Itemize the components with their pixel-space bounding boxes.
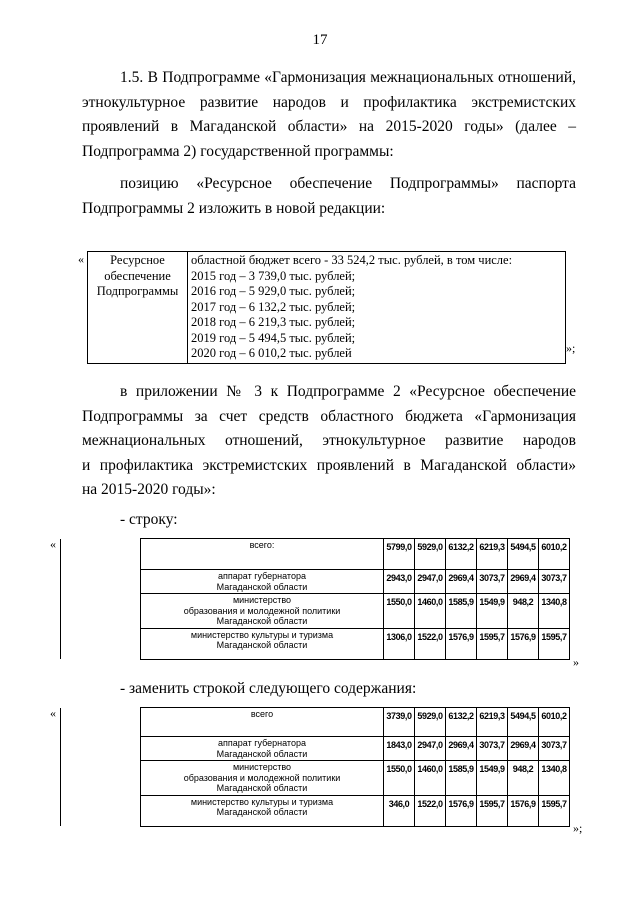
value-cell: 6132,2 bbox=[446, 539, 477, 570]
value-cell: 5799,0 bbox=[384, 539, 415, 570]
text-line: позицию «Ресурсное обеспечение Подпрограммы» паспорта bbox=[120, 175, 576, 192]
resource-label-cell bbox=[88, 252, 188, 364]
value-cell: 1576,9 bbox=[446, 628, 477, 659]
value-cell: 1595,7 bbox=[477, 628, 508, 659]
value-cell: 3073,7 bbox=[539, 737, 570, 761]
value-cell: 6219,3 bbox=[477, 708, 508, 737]
value-cell: 3073,7 bbox=[477, 737, 508, 761]
open-quote: « bbox=[50, 537, 56, 551]
resource-line: 2019 год – 5 494,5 тыс. рублей; bbox=[191, 330, 356, 345]
value-cell: 6010,2 bbox=[539, 708, 570, 737]
value-cell: 2947,0 bbox=[415, 737, 446, 761]
value-cell: 3073,7 bbox=[477, 570, 508, 594]
table-row bbox=[61, 708, 570, 737]
blank-cell bbox=[61, 708, 141, 827]
position-paragraph bbox=[82, 172, 576, 221]
value-cell: 1843,0 bbox=[384, 737, 415, 761]
row-label-cell bbox=[141, 795, 384, 826]
value-cell: 5929,0 bbox=[415, 539, 446, 570]
cell-line: Магаданской области bbox=[216, 616, 308, 626]
cell-line: министерство bbox=[232, 762, 292, 772]
value-cell: 2969,4 bbox=[446, 570, 477, 594]
page-number: 17 bbox=[312, 32, 328, 48]
text-line: Подпрограмма 2) государственной программы: bbox=[82, 142, 394, 160]
label-line: обеспечение bbox=[104, 268, 171, 283]
resource-line: 2020 год – 6 010,2 тыс. рублей bbox=[191, 346, 352, 360]
value-cell: 1576,9 bbox=[508, 795, 539, 826]
budget-table-new bbox=[60, 707, 570, 827]
resource-line: областной бюджет всего - 33 524,2 тыс. рублей, в том числе: bbox=[191, 253, 513, 267]
value-cell: 1585,9 bbox=[446, 594, 477, 629]
resource-line: 2016 год – 5 929,0 тыс. рублей; bbox=[191, 284, 356, 298]
cell-line: Магаданской области bbox=[216, 581, 308, 592]
row-label: - строку: bbox=[120, 511, 178, 528]
resource-line: 2018 год – 6 219,3 тыс. рублей; bbox=[191, 315, 356, 329]
value-cell: 1460,0 bbox=[415, 761, 446, 796]
cell-line: аппарат губернатора bbox=[218, 738, 306, 748]
value-cell: 1585,9 bbox=[446, 761, 477, 796]
row-label-cell bbox=[141, 539, 384, 570]
section-paragraph bbox=[82, 66, 576, 164]
value-cell: 1460,0 bbox=[415, 594, 446, 629]
row-label-cell bbox=[141, 570, 384, 594]
text-line: межнациональных отношений, этнокультурное развитие народов bbox=[82, 432, 576, 449]
table-row bbox=[61, 539, 570, 570]
cell-line: всего bbox=[250, 709, 274, 719]
text-line: проявлений в Магаданской области» на 2015-2020 годы» (далее – bbox=[82, 118, 576, 135]
value-cell: 5494,5 bbox=[508, 539, 539, 570]
cell-line: образования и молодежной политики bbox=[183, 605, 341, 616]
value-cell: 346,0 bbox=[384, 795, 415, 826]
budget-table-old bbox=[60, 538, 570, 660]
value-cell: 1595,7 bbox=[539, 628, 570, 659]
value-cell: 2943,0 bbox=[384, 570, 415, 594]
cell-line: министерство культуры и туризма bbox=[190, 629, 334, 640]
cell-line: министерство bbox=[232, 595, 292, 605]
value-cell: 1522,0 bbox=[415, 795, 446, 826]
value-cell: 1550,0 bbox=[384, 761, 415, 796]
row-label-cell bbox=[141, 737, 384, 761]
open-quote: « bbox=[50, 706, 56, 720]
value-cell: 6132,2 bbox=[446, 708, 477, 737]
value-cell: 6219,3 bbox=[477, 539, 508, 570]
value-cell: 1549,9 bbox=[477, 594, 508, 629]
cell-line: Магаданской области bbox=[216, 640, 308, 650]
open-quote: « bbox=[78, 252, 84, 266]
resource-value-cell bbox=[188, 252, 566, 364]
blank-cell bbox=[61, 539, 141, 660]
value-cell: 1522,0 bbox=[415, 628, 446, 659]
value-cell: 1340,8 bbox=[539, 761, 570, 796]
value-cell: 2969,4 bbox=[446, 737, 477, 761]
text-line: и профилактика экстремистских проявлений в Магаданской области» bbox=[82, 456, 576, 474]
cell-line: всего: bbox=[249, 540, 275, 550]
value-cell: 3739,0 bbox=[384, 708, 415, 737]
label-line: Подпрограммы bbox=[96, 284, 179, 298]
row-label-cell bbox=[141, 708, 384, 737]
cell-line: министерство культуры и туризма bbox=[190, 796, 334, 807]
cell-line: Магаданской области bbox=[216, 748, 308, 759]
replace-label: - заменить строкой следующего содержания: bbox=[120, 680, 417, 697]
text-line: Подпрограммы за счет средств областного бюджета «Гармонизация bbox=[82, 407, 576, 425]
label-line: Ресурсное bbox=[110, 253, 165, 267]
value-cell: 1576,9 bbox=[508, 628, 539, 659]
text-line: в приложении № 3 к Подпрограмме 2 «Ресурсное обеспечение bbox=[120, 383, 576, 400]
resource-table bbox=[87, 251, 566, 364]
value-cell: 2969,4 bbox=[508, 570, 539, 594]
value-cell: 2969,4 bbox=[508, 737, 539, 761]
text-line: этнокультурное развитие народов и профилактика экстремистских bbox=[82, 93, 576, 111]
value-cell: 6010,2 bbox=[539, 539, 570, 570]
value-cell: 2947,0 bbox=[415, 570, 446, 594]
value-cell: 1549,9 bbox=[477, 761, 508, 796]
value-cell: 1550,0 bbox=[384, 594, 415, 629]
value-cell: 3073,7 bbox=[539, 570, 570, 594]
close-quote: »; bbox=[566, 341, 576, 355]
value-cell: 5929,0 bbox=[415, 708, 446, 737]
appendix-paragraph bbox=[82, 380, 576, 503]
text-line: на 2015-2020 годы»: bbox=[82, 481, 216, 498]
cell-line: образования и молодежной политики bbox=[183, 772, 341, 783]
row-label-cell bbox=[141, 594, 384, 629]
value-cell: 1595,7 bbox=[477, 795, 508, 826]
value-cell: 1576,9 bbox=[446, 795, 477, 826]
text-line: Подпрограммы 2 изложить в новой редакции: bbox=[82, 199, 386, 217]
resource-line: 2015 год – 3 739,0 тыс. рублей; bbox=[191, 268, 356, 283]
value-cell: 948,2 bbox=[508, 761, 539, 796]
cell-line: Магаданской области bbox=[216, 807, 308, 817]
cell-line: Магаданской области bbox=[216, 783, 308, 793]
text-line: 1.5. В Подпрограмме «Гармонизация межнациональных отношений, bbox=[120, 69, 576, 86]
resource-line: 2017 год – 6 132,2 тыс. рублей; bbox=[191, 299, 356, 314]
value-cell: 5494,5 bbox=[508, 708, 539, 737]
value-cell: 1340,8 bbox=[539, 594, 570, 629]
row-label-cell bbox=[141, 761, 384, 796]
value-cell: 1306,0 bbox=[384, 628, 415, 659]
cell-line: аппарат губернатора bbox=[218, 571, 306, 581]
value-cell: 948,2 bbox=[508, 594, 539, 629]
value-cell: 1595,7 bbox=[539, 795, 570, 826]
close-quote: » bbox=[573, 655, 579, 669]
close-quote: »; bbox=[573, 821, 583, 835]
row-label-cell bbox=[141, 628, 384, 659]
